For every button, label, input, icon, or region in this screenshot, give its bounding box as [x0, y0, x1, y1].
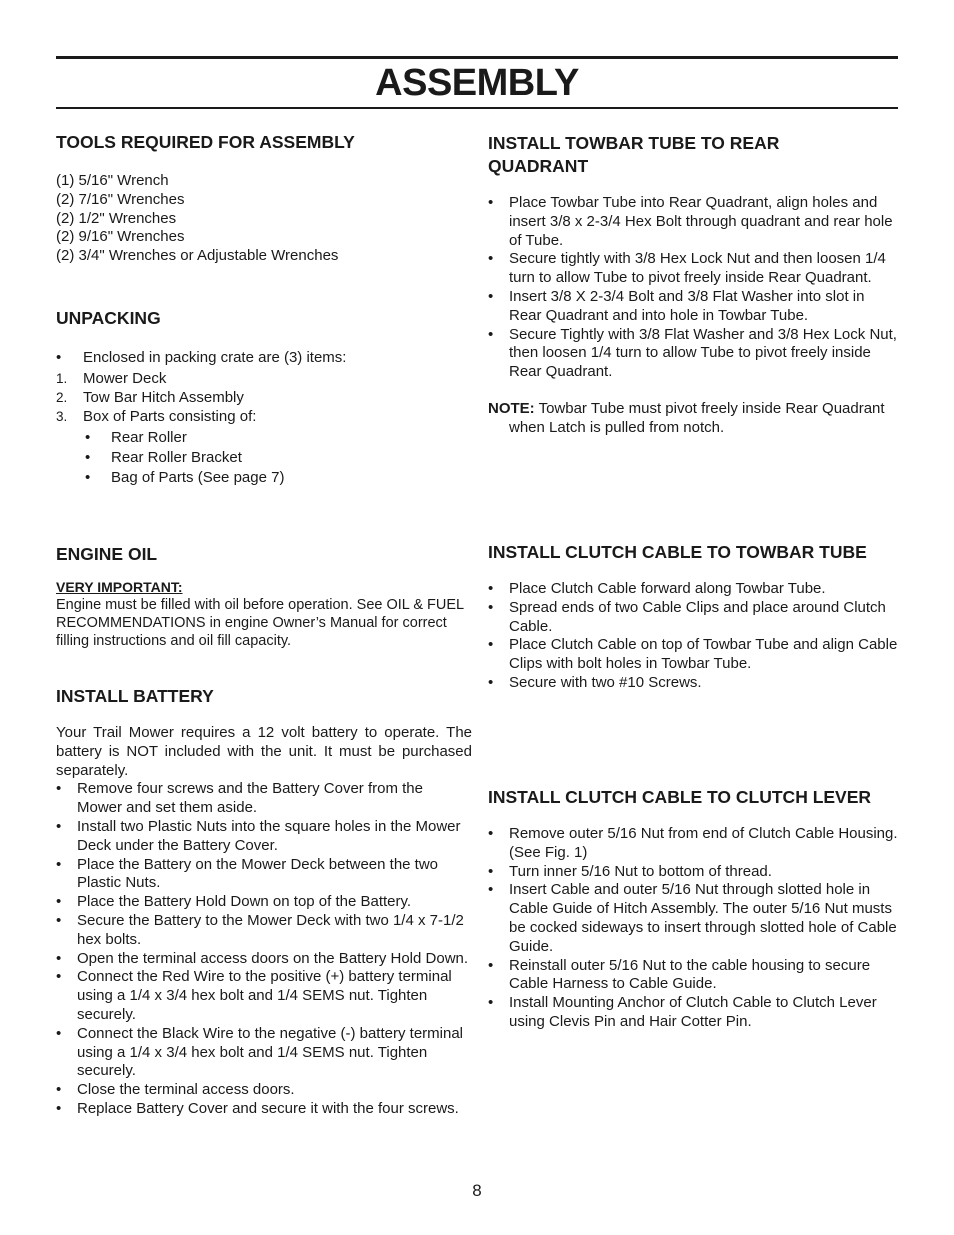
- clutch-towbar-section: [488, 541, 900, 693]
- battery-step: • Install two Plastic Nuts into the square holes in the Mower Deck under the Battery Cover.: [56, 818, 472, 856]
- tools-heading: TOOLS REQUIRED FOR ASSEMBLY: [56, 132, 355, 152]
- tool-item: (2) 3/4" Wrenches or Adjustable Wrenches: [56, 247, 339, 265]
- battery-step: • Place the Battery on the Mower Deck between the two Plastic Nuts.: [56, 856, 472, 894]
- item-number: 3.: [56, 409, 68, 424]
- item-number: 1.: [56, 371, 68, 386]
- towbar-heading: [488, 132, 900, 178]
- clutch-lever-step: • Turn inner 5/16 Nut to bottom of thread.: [488, 863, 900, 882]
- unpacking-item: [56, 388, 472, 407]
- unpacking-intro: [56, 348, 472, 367]
- clutch-lever-section: [488, 786, 900, 1032]
- unpacking-items: [56, 369, 472, 426]
- tools-list: [56, 172, 472, 266]
- clutch-towbar-step: • Spread ends of two Cable Clips and place around Clutch Cable.: [488, 599, 900, 637]
- part-item: • Rear Roller Bracket: [56, 448, 472, 468]
- tool-item: (2) 9/16" Wrenches: [56, 228, 185, 246]
- unpacking-list: [56, 348, 472, 367]
- part-item: • Bag of Parts (See page 7): [56, 468, 472, 488]
- towbar-steps: [488, 194, 900, 382]
- note-text: Towbar Tube must pivot freely inside Rear Quadrant when Latch is pulled from notch.: [509, 399, 885, 436]
- towbar-heading-line2: QUADRANT: [488, 156, 589, 176]
- battery-section: [56, 685, 472, 1119]
- battery-step: • Secure the Battery to the Mower Deck with two 1/4 x 7-1/2 hex bolts.: [56, 912, 472, 950]
- engine-oil-section: [56, 543, 472, 650]
- battery-step: • Connect the Black Wire to the negative (-) battery terminal using a 1/4 x 3/4 hex bolt and 1/4 SEMS nut. Tighten securely.: [56, 1025, 472, 1081]
- unpacking-item: [56, 369, 472, 388]
- parts-list: [56, 428, 472, 488]
- towbar-heading-line1: INSTALL TOWBAR TUBE TO REAR: [488, 133, 780, 153]
- part-item: • Rear Roller: [56, 428, 472, 448]
- clutch-towbar-step: • Place Clutch Cable on top of Towbar Tube and align Cable Clips with bolt holes in Towbar Tube.: [488, 636, 900, 674]
- battery-steps: [56, 780, 472, 1118]
- page-number: 8: [472, 1181, 482, 1200]
- battery-step: • Replace Battery Cover and secure it with the four screws.: [56, 1100, 472, 1119]
- towbar-note: [488, 400, 900, 438]
- engine-oil-text: Engine must be filled with oil before operation. See OIL & FUEL RECOMMENDATIONS in engine Owner’s Manual for correct filling instructions and oil fill capacity.: [56, 597, 464, 649]
- item-text: Box of Parts consisting of:: [83, 408, 257, 425]
- very-important-label: VERY IMPORTANT:: [56, 579, 183, 595]
- unpacking-heading: UNPACKING: [56, 308, 161, 328]
- battery-heading: INSTALL BATTERY: [56, 686, 214, 706]
- clutch-lever-step: • Remove outer 5/16 Nut from end of Clutch Cable Housing. (See Fig. 1): [488, 825, 900, 863]
- towbar-step: • Place Towbar Tube into Rear Quadrant, align holes and insert 3/8 x 2-3/4 Hex Bolt through quadrant and rear hole of Tube.: [488, 194, 900, 250]
- engine-oil-heading: ENGINE OIL: [56, 544, 158, 564]
- battery-intro: Your Trail Mower requires a 12 volt battery to operate. The battery is NOT included with the unit. It must be purchased separately.: [56, 724, 472, 779]
- title-rule-top: [56, 56, 898, 59]
- note-label: NOTE:: [488, 399, 535, 417]
- towbar-step: • Secure tightly with 3/8 Hex Lock Nut and then loosen 1/4 turn to allow Tube to pivot freely inside Rear Quadrant.: [488, 250, 900, 288]
- unpacking-item: [56, 407, 472, 426]
- unpacking-section: [56, 307, 472, 488]
- title-rule-bottom: [56, 107, 898, 109]
- page-title: ASSEMBLY: [375, 62, 579, 104]
- clutch-lever-heading: INSTALL CLUTCH CABLE TO CLUTCH LEVER: [488, 787, 872, 807]
- towbar-step: • Insert 3/8 X 2-3/4 Bolt and 3/8 Flat Washer into slot in Rear Quadrant and into hole in Towbar Tube.: [488, 288, 900, 326]
- tool-item: (2) 7/16" Wrenches: [56, 190, 185, 208]
- clutch-towbar-heading: INSTALL CLUTCH CABLE TO TOWBAR TUBE: [488, 542, 867, 562]
- battery-step: • Open the terminal access doors on the Battery Hold Down.: [56, 950, 472, 969]
- clutch-towbar-step: • Place Clutch Cable forward along Towbar Tube.: [488, 580, 900, 599]
- tool-item: (1) 5/16" Wrench: [56, 172, 169, 189]
- battery-step: • Remove four screws and the Battery Cover from the Mower and set them aside.: [56, 780, 472, 818]
- battery-step: • Place the Battery Hold Down on top of the Battery.: [56, 893, 472, 912]
- clutch-towbar-step: • Secure with two #10 Screws.: [488, 674, 900, 693]
- tool-item: (2) 1/2" Wrenches: [56, 209, 177, 227]
- unpacking-intro-text: Enclosed in packing crate are (3) items:: [83, 349, 347, 366]
- item-number: 2.: [56, 390, 68, 405]
- towbar-section: [488, 132, 900, 438]
- clutch-lever-step: • Insert Cable and outer 5/16 Nut through slotted hole in Cable Guide of Hitch Assembly. The outer 5/16 Nut musts be cocked sideways to insert through slotted hole of Cable Guide.: [488, 881, 900, 956]
- tools-section: [56, 131, 472, 266]
- battery-step: • Connect the Red Wire to the positive (+) battery terminal using a 1/4 x 3/4 hex bolt and 1/4 SEMS nut. Tighten securely.: [56, 968, 472, 1024]
- clutch-lever-step: • Reinstall outer 5/16 Nut to the cable housing to secure Cable Harness to Cable Guide.: [488, 957, 900, 995]
- clutch-towbar-steps: [488, 580, 900, 693]
- battery-step: • Close the terminal access doors.: [56, 1081, 472, 1100]
- clutch-lever-step: • Install Mounting Anchor of Clutch Cable to Clutch Lever using Clevis Pin and Hair Cotter Pin.: [488, 994, 900, 1032]
- towbar-step: • Secure Tightly with 3/8 Flat Washer and 3/8 Hex Lock Nut, then loosen 1/4 turn to allow Tube to pivot freely inside Rear Quadrant.: [488, 326, 900, 382]
- item-text: Mower Deck: [83, 370, 167, 387]
- clutch-lever-steps: [488, 825, 900, 1032]
- item-text: Tow Bar Hitch Assembly: [83, 389, 244, 406]
